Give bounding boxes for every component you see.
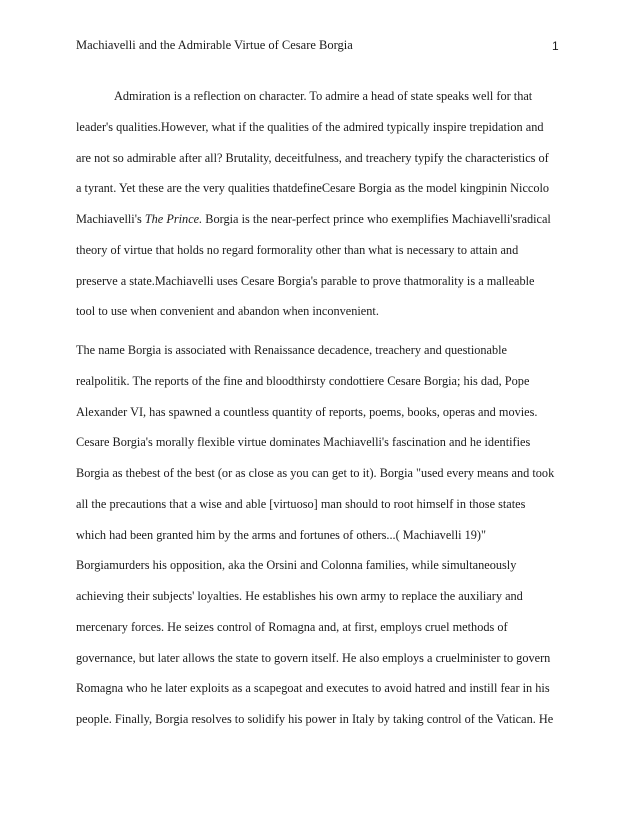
text-line: preserve a state.Machiavelli uses Cesare Borgia's parable to prove thatmorality is a malleable [76, 273, 535, 288]
running-header-title: Machiavelli and the Admirable Virtue of Cesare Borgia [76, 38, 353, 52]
paragraph-1 [76, 81, 576, 327]
text-line: Romagna who he later exploits as a scapegoat and executes to avoid hatred and instill fear in his [76, 681, 550, 696]
page-number: 1 [552, 39, 559, 53]
text-line: Borgia as thebest of the best (or as close as you can get to it). Borgia "used every means and took [76, 466, 555, 480]
book-title-italic: The Prince. [144, 212, 203, 226]
text-line: Borgiamurders his opposition, aka the Orsini and Colonna families, while simultaneously [76, 558, 517, 573]
text-line: Alexander VI, has spawned a countless quantity of reports, poems, books, operas and movies. [76, 404, 538, 419]
text-line: Cesare Borgia's morally flexible virtue dominates Machiavelli's fascination and he identifies [76, 435, 531, 450]
text-line: leader's qualities.However, what if the qualities of the admired typically inspire trepidation and [76, 119, 544, 134]
text-line: Admiration is a reflection on character. To admire a head of state speaks well for that [114, 89, 533, 103]
text-line: are not so admirable after all? Brutality, deceitfulness, and treachery typify the characteristics of [76, 150, 549, 165]
text-line: which had been granted him by the arms and fortunes of others...( Machiavelli 19)" [76, 527, 487, 542]
text-line: theory of virtue that holds no regard formorality other than what is necessary to attain and [76, 242, 519, 257]
text-line: realpolitik. The reports of the fine and bloodthirsty condottiere Cesare Borgia; his dad, Pope [76, 373, 530, 388]
text-line: achieving their subjects' loyalties. He establishes his own army to replace the auxiliary and [76, 589, 523, 603]
text-line: tool to use when convenient and abandon when inconvenient. [76, 304, 379, 319]
text-line: governance, but later allows the state to govern itself. He also employs a cruelminister to govern [76, 650, 551, 665]
text-line: a tyrant. Yet these are the very qualities thatdefineCesare Borgia as the model kingpinin Niccolo [76, 181, 550, 196]
text-line: The name Borgia is associated with Renaissance decadence, treachery and questionable [76, 343, 508, 357]
text-line: mercenary forces. He seizes control of Romagna and, at first, employs cruel methods of [76, 619, 508, 634]
text-segment: Machiavelli's [76, 212, 145, 226]
paragraph-2 [76, 335, 576, 735]
text-segment: Borgia is the near-perfect prince who exemplifies Machiavelli'sradical [202, 212, 551, 226]
text-line: all the precautions that a wise and able [virtuoso] man should to root himself in those states [76, 496, 526, 511]
text-line: people. Finally, Borgia resolves to solidify his power in Italy by taking control of the Vatican. He [76, 712, 554, 726]
text-line [76, 204, 576, 235]
